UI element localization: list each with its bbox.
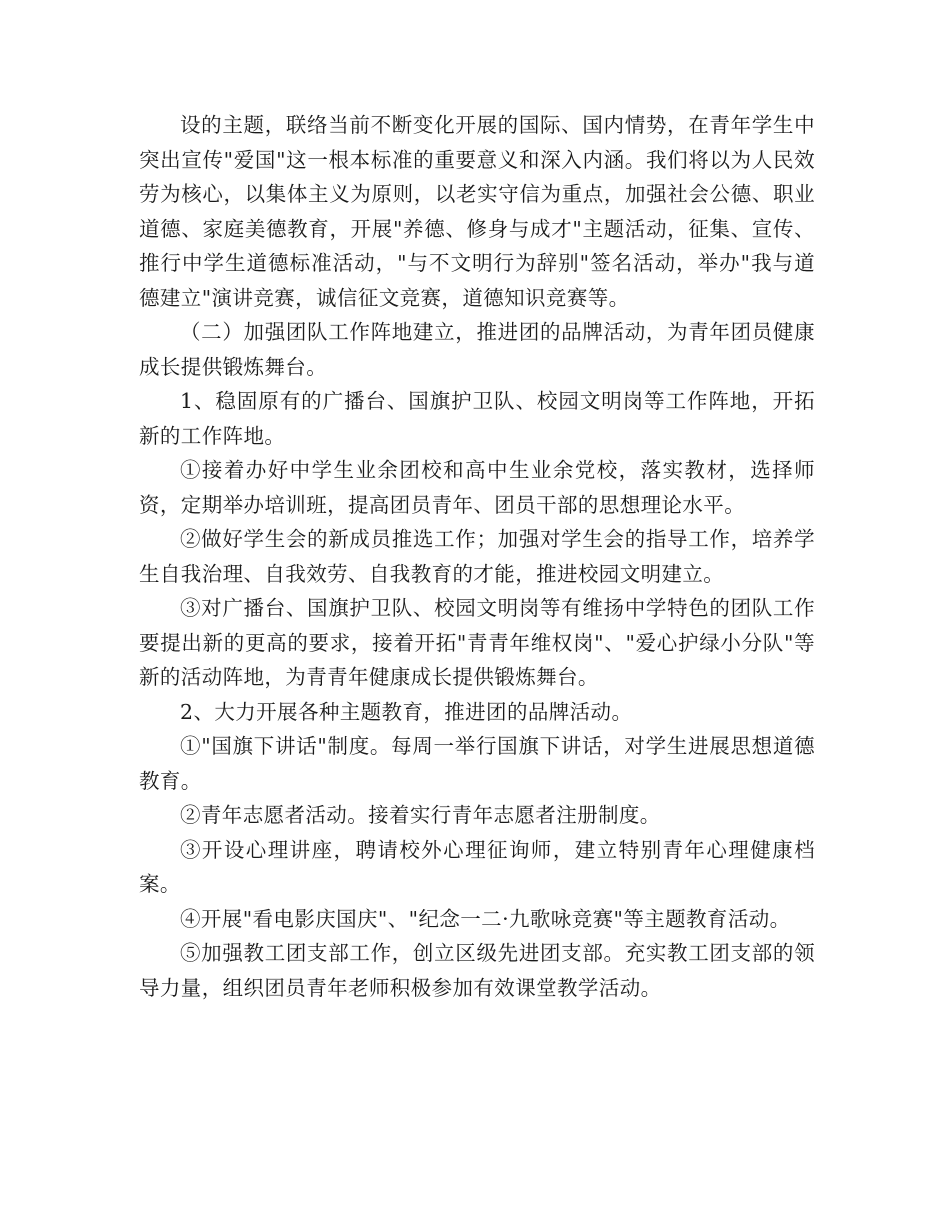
- paragraph-item-1-a: ①接着办好中学生业余团校和高中生业余党校，落实教材，选择师资，定期举办培训班，提高团员青年、团员干部的思想理论水平。: [139, 458, 815, 517]
- paragraph-item-2-a: ①"国旗下讲话"制度。每周一举行国旗下讲话，对学生进展思想道德教育。: [139, 734, 815, 793]
- paragraph-item-2-b: ②青年志愿者活动。接着实行青年志愿者注册制度。: [180, 803, 661, 827]
- paragraph-item-2-e: ⑤加强教工团支部工作，创立区级先进团支部。充实教工团支部的领导力量，组织团员青年老师积极参加有效课堂教学活动。: [139, 941, 815, 1000]
- paragraph-theme-continuation: 设的主题，联络当前不断变化开展的国际、国内情势，在青年学生中突出宣传"爱国"这一根本标准的重要意义和深入内涵。我们将以为人民效劳为核心，以集体主义为原则，以老实守信为重点，加强社会公德、职业道德、家庭美德教育，开展"养德、修身与成才"主题活动，征集、宣传、推行中学生道德标准活动，"与不文明行为辞别"签名活动，举办"我与道德建立"演讲竞赛，诚信征文竞赛，道德知识竞赛等。: [139, 113, 815, 310]
- paragraph-item-2: 2、大力开展各种主题教育，推进团的品牌活动。: [180, 699, 633, 724]
- paragraph-item-2-c: ③开设心理讲座，聘请校外心理征询师，建立特别青年心理健康档案。: [139, 837, 815, 896]
- document-body: [139, 108, 815, 1005]
- paragraph-item-1: 1、稳固原有的广播台、国旗护卫队、校园文明岗等工作阵地，开拓新的工作阵地。: [139, 389, 815, 448]
- paragraph-section-two-heading: （二）加强团队工作阵地建立，推进团的品牌活动，为青年团员健康成长提供锻炼舞台。: [139, 320, 815, 379]
- paragraph-item-2-d: ④开展"看电影庆国庆"、"纪念一二·九歌咏竞赛"等主题教育活动。: [180, 906, 791, 931]
- paragraph-item-1-c: ③对广播台、国旗护卫队、校园文明岗等有维扬中学特色的团队工作要提出新的更高的要求，接着开拓"青青年维权岗"、"爱心护绿小分队"等新的活动阵地，为青青年健康成长提供锻炼舞台。: [139, 596, 815, 689]
- paragraph-item-1-b: ②做好学生会的新成员推选工作；加强对学生会的指导工作，培养学生自我治理、自我效劳、自我教育的才能，推进校园文明建立。: [139, 527, 815, 586]
